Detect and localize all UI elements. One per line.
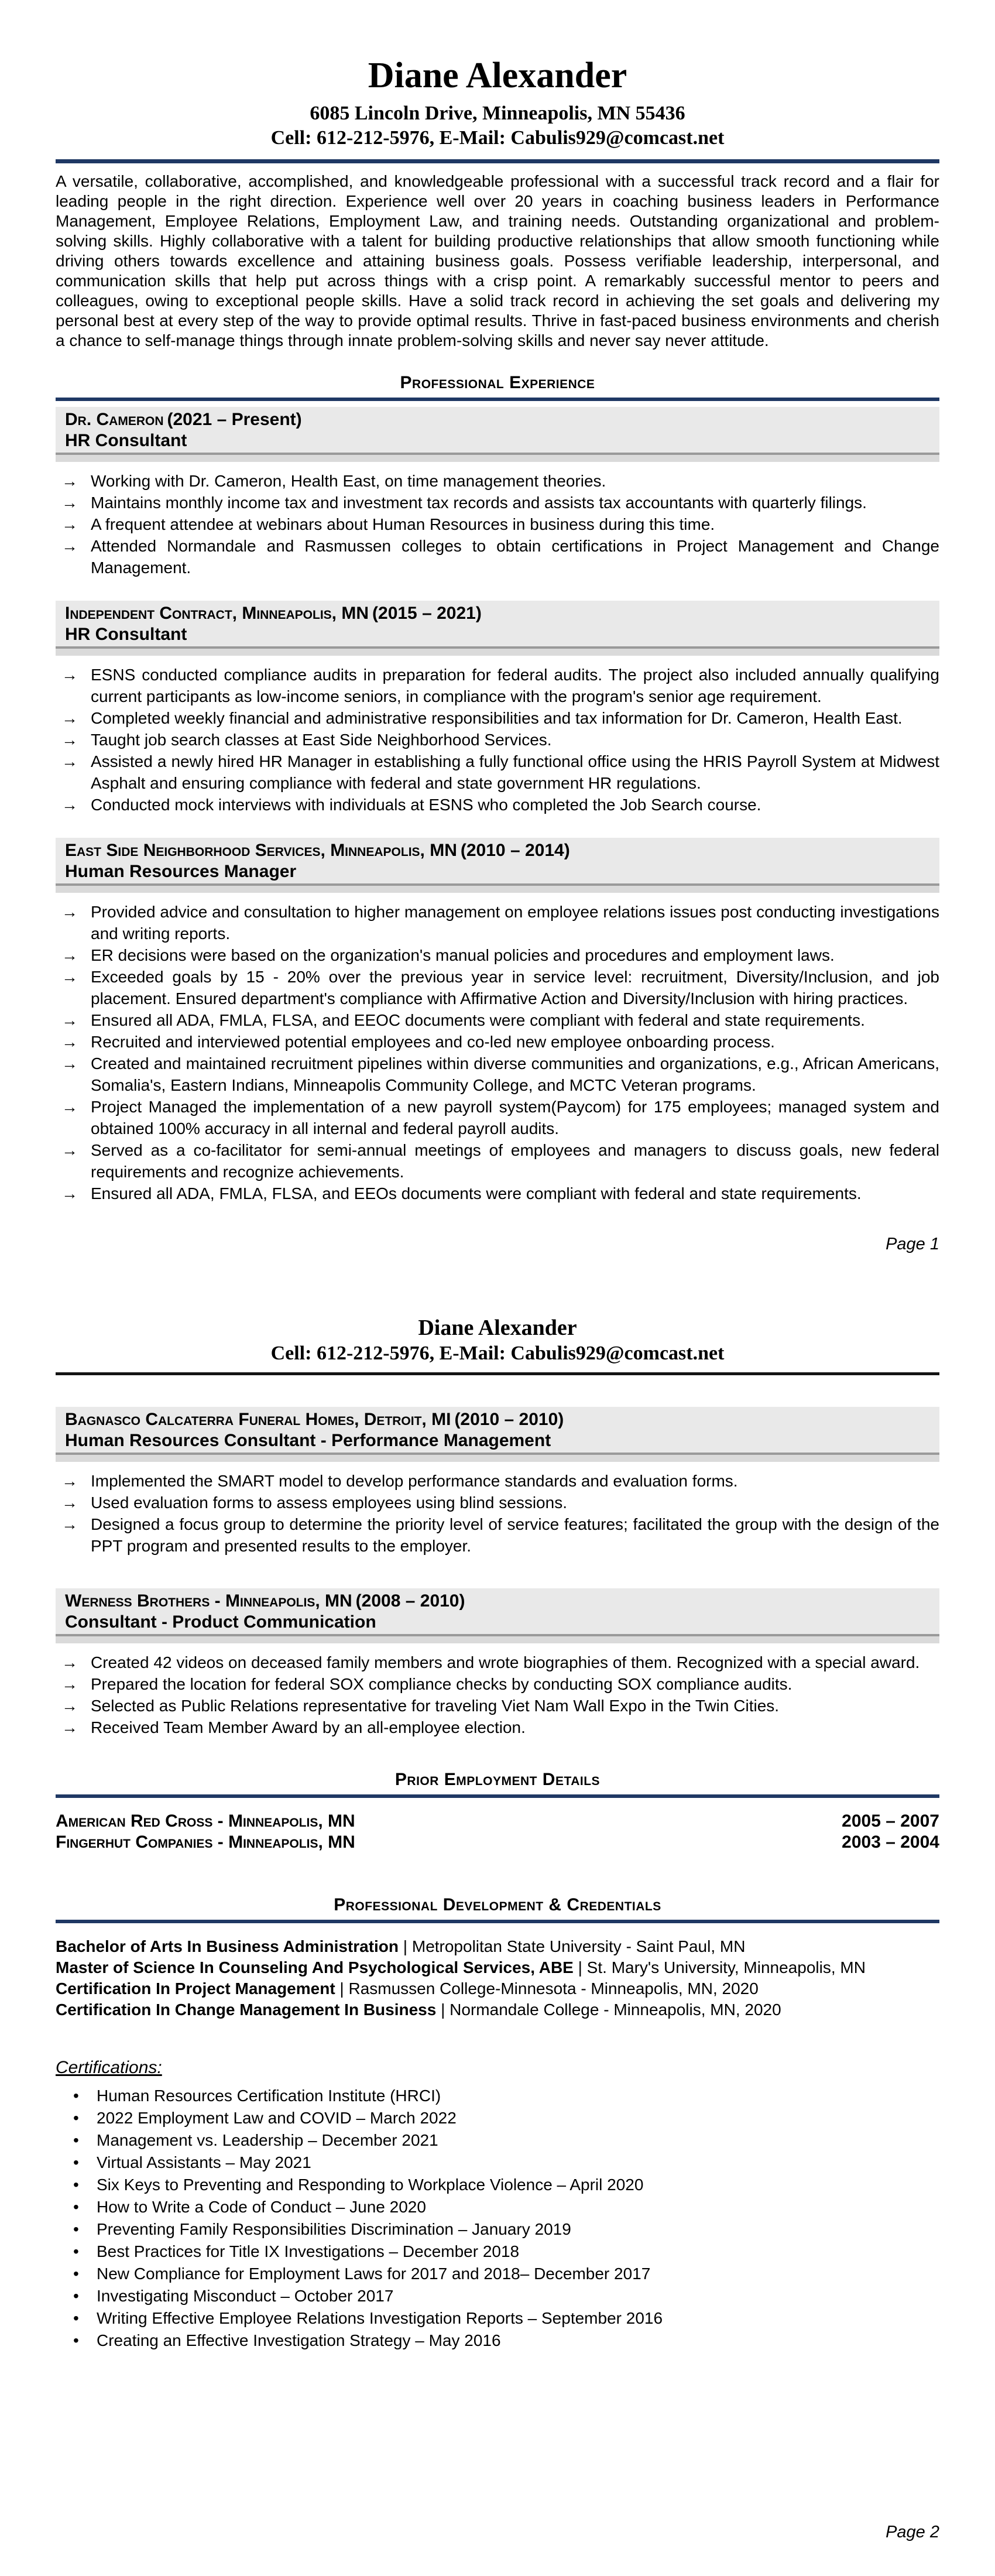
dot-bullet-icon: • [73, 2242, 79, 2260]
bullet-text: Conducted mock interviews with individuals at ESNS who completed the Job Search course. [91, 796, 761, 814]
dot-bullet-icon: • [73, 2087, 79, 2105]
bullet-item [56, 1096, 939, 1139]
job-company: Bagnasco Calcaterra Funeral Homes, Detroit, MI [65, 1410, 451, 1429]
job-bullets [56, 1470, 939, 1557]
job-bullets [56, 901, 939, 1204]
degree-name: Certification In Project Management [56, 1979, 335, 1998]
dot-bullet-icon: • [73, 2153, 79, 2171]
bullet-item [56, 1031, 939, 1053]
bullet-text: A frequent attendee at webinars about Human Resources in business during this time. [91, 515, 715, 533]
prior-employment-rows [56, 1811, 939, 1853]
certification-text: Six Keys to Preventing and Responding to Workplace Violence – April 2020 [97, 2176, 644, 2194]
job-company: Independent Contract, Minneapolis, MN [65, 604, 369, 623]
degree-institution: | Normandale College - Minneapolis, MN, 2020 [436, 2000, 781, 2019]
arrow-bullet-icon: → [61, 1141, 78, 1159]
certification-item [56, 2152, 939, 2174]
section-heading-prior-employment: Prior Employment Details [394, 1770, 601, 1789]
bullet-item [56, 1717, 939, 1738]
certification-item [56, 2174, 939, 2196]
arrow-bullet-icon: → [61, 1472, 78, 1490]
dot-bullet-icon: • [73, 2265, 79, 2283]
bullet-text: Exceeded goals by 15 - 20% over the previous year in service level: recruitment, Diversity/Inclusion, and job placement. Ensured department's compliance with Affirmative Action and Diversity/Inclusion with hiring practices. [91, 968, 939, 1008]
dot-bullet-icon: • [73, 2287, 79, 2305]
job-section [56, 1407, 939, 1557]
certification-text: Creating an Effective Investigation Strategy – May 2016 [97, 2331, 501, 2349]
job-header [56, 1407, 939, 1455]
certification-item [56, 2218, 939, 2241]
arrow-bullet-icon: → [61, 1515, 78, 1533]
bullet-item [56, 901, 939, 944]
arrow-bullet-icon: → [61, 1098, 78, 1116]
arrow-bullet-icon: → [61, 515, 78, 533]
job-company-line [65, 841, 930, 860]
page1-name: Diane Alexander [368, 56, 627, 95]
arrow-bullet-icon: → [61, 946, 78, 964]
job-title: Human Resources Consultant - Performance Management [65, 1431, 551, 1450]
degree-institution: | St. Mary's University, Minneapolis, MN [573, 1958, 866, 1976]
bullet-text: Received Team Member Award by an all-employee election. [91, 1718, 526, 1736]
job-header-shadow [56, 886, 939, 893]
bullet-text: Recruited and interviewed potential employees and co-led new employee onboarding process. [91, 1033, 775, 1051]
job-title: HR Consultant [65, 431, 187, 450]
job-company-line [65, 410, 930, 429]
certification-text: Writing Effective Employee Relations Investigation Reports – September 2016 [97, 2309, 663, 2327]
certification-text: Preventing Family Responsibilities Discrimination – January 2019 [97, 2220, 571, 2238]
bullet-item [56, 707, 939, 729]
job-company: Dr. Cameron [65, 410, 164, 429]
page2-contact: Cell: 612-212-5976, E-Mail: Cabulis929@comcast.net [270, 1342, 725, 1364]
certification-item [56, 2241, 939, 2263]
bullet-text: Selected as Public Relations representative for traveling Viet Nam Wall Expo in the Twin Cities. [91, 1697, 780, 1715]
bullet-item [56, 751, 939, 794]
job-bullets [56, 1652, 939, 1738]
bullet-item [56, 535, 939, 578]
bullet-item [56, 1652, 939, 1673]
bullet-item [56, 1695, 939, 1717]
bullet-text: Working with Dr. Cameron, Health East, on time management theories. [91, 472, 606, 490]
bullet-item [56, 1009, 939, 1031]
arrow-bullet-icon: → [61, 1033, 78, 1051]
degrees-list [56, 1936, 939, 2020]
job-dates: (2015 – 2021) [372, 604, 482, 623]
page2-content [56, 1288, 939, 2352]
bullet-item [56, 1470, 939, 1492]
bullet-item [56, 966, 939, 1009]
job-company-line [65, 604, 930, 623]
dot-bullet-icon: • [73, 2309, 79, 2327]
arrow-bullet-icon: → [61, 494, 78, 512]
professional-development-section [56, 1895, 939, 2020]
prior-employment-rule [56, 1794, 939, 1798]
bullet-text: Attended Normandale and Rasmussen colleges to obtain certifications in Project Management and Change Management. [91, 537, 939, 577]
page2-number-label: Page 2 [886, 2523, 939, 2541]
certification-text: Best Practices for Title IX Investigations – December 2018 [97, 2242, 520, 2260]
degree-entry [56, 1978, 939, 1999]
certifications-list [56, 2085, 939, 2352]
certification-item [56, 2330, 939, 2352]
arrow-bullet-icon: → [61, 666, 78, 684]
bullet-item [56, 1492, 939, 1513]
degree-entry [56, 1936, 939, 1957]
bullet-text: Maintains monthly income tax and investment tax records and assists tax accountants with quarterly filings. [91, 494, 867, 512]
bullet-item [56, 470, 939, 492]
degree-institution: | Metropolitan State University - Saint Paul, MN [399, 1937, 746, 1955]
bullet-item [56, 944, 939, 966]
certification-item [56, 2107, 939, 2129]
certification-item [56, 2285, 939, 2307]
degree-entry [56, 1999, 939, 2020]
job-company: Werness Brothers - Minneapolis, MN [65, 1591, 352, 1611]
arrow-bullet-icon: → [61, 903, 78, 921]
job-bullets [56, 664, 939, 816]
page1-jobs-container [56, 407, 939, 1204]
job-section [56, 1588, 939, 1738]
certification-text: Investigating Misconduct – October 2017 [97, 2287, 394, 2305]
job-dates: (2008 – 2010) [355, 1591, 465, 1611]
arrow-bullet-icon: → [61, 472, 78, 490]
prior-dates: 2003 – 2004 [842, 1832, 939, 1852]
bullet-item [56, 1183, 939, 1204]
certification-item [56, 2196, 939, 2218]
certifications-label: Certifications: [56, 2058, 162, 2077]
arrow-bullet-icon: → [61, 1697, 78, 1715]
dot-bullet-icon: • [73, 2109, 79, 2127]
bullet-item [56, 492, 939, 513]
bullet-text: Completed weekly financial and administrative responsibilities and tax information for Dr. Cameron, Health East. [91, 709, 903, 727]
dot-bullet-icon: • [73, 2331, 79, 2349]
degree-name: Certification In Change Management In Business [56, 2000, 437, 2019]
summary-paragraph: A versatile, collaborative, accomplished, and knowledgeable professional with a successful track record and a flair for leading people in the right direction. Experience well over 20 years in coaching business leaders in Performance Management, Employee Relations, Employment Law, and training needs. Outstanding organizational and problem-solving skills. Highly collaborative with a talent for building productive relationships that allow smooth functioning while driving others towards excellence and attaining business goals. Possess verifiable leadership, interpersonal, and communication skills that help put across things with a crisp point. A remarkably successful mentor to peers and colleagues, owing to exceptional people skills. Have a solid track record in achieving the set goals and delivering my personal best at every step of the way to provide optimal results. Thrive in fast-paced business environments and cherish a chance to self-manage things through innate problem-solving skills and never say never attitude. [56, 172, 939, 350]
bullet-item [56, 664, 939, 707]
dot-bullet-icon: • [73, 2176, 79, 2194]
job-header [56, 601, 939, 649]
bullet-item [56, 1513, 939, 1557]
job-section [56, 601, 939, 816]
degree-entry [56, 1957, 939, 1978]
dot-bullet-icon: • [73, 2220, 79, 2238]
certification-text: Virtual Assistants – May 2021 [97, 2153, 311, 2171]
degree-name: Bachelor of Arts In Business Administration [56, 1937, 399, 1955]
prior-employment-section [56, 1770, 939, 1853]
bullet-item [56, 1139, 939, 1183]
resume-page-2 [0, 1288, 995, 2576]
arrow-bullet-icon: → [61, 1054, 78, 1073]
job-section [56, 407, 939, 578]
arrow-bullet-icon: → [61, 537, 78, 555]
job-title: HR Consultant [65, 625, 187, 644]
prior-employment-row [56, 1811, 939, 1832]
bullet-text: Implemented the SMART model to develop performance standards and evaluation forms. [91, 1472, 738, 1490]
job-dates: (2010 – 2014) [460, 841, 570, 860]
page1-header-rule [56, 159, 939, 163]
arrow-bullet-icon: → [61, 1675, 78, 1693]
certification-text: Management vs. Leadership – December 2021 [97, 2131, 438, 2149]
page2-name: Diane Alexander [418, 1316, 577, 1340]
bullet-text: Created 42 videos on deceased family members and wrote biographies of them. Recognized with a special award. [91, 1653, 920, 1671]
arrow-bullet-icon: → [61, 752, 78, 770]
certification-item [56, 2263, 939, 2285]
job-dates: (2021 – Present) [167, 410, 302, 429]
certification-item [56, 2085, 939, 2107]
certification-item [56, 2307, 939, 2330]
page1-number-label: Page 1 [886, 1235, 939, 1253]
professional-development-rule [56, 1920, 939, 1923]
bullet-text: Created and maintained recruitment pipelines within diverse communities and organizations, e.g., African Americans, Somalia's, Eastern Indians, Minneapolis Community College, and MCTC Veteran programs. [91, 1054, 939, 1094]
job-title: Consultant - Product Communication [65, 1612, 376, 1632]
degree-institution: | Rasmussen College-Minnesota - Minneapolis, MN, 2020 [335, 1979, 759, 1998]
certification-item [56, 2129, 939, 2152]
job-header [56, 1588, 939, 1636]
bullet-item [56, 1053, 939, 1096]
prior-company: American Red Cross - Minneapolis, MN [56, 1811, 355, 1831]
job-header [56, 407, 939, 455]
bullet-text: Ensured all ADA, FMLA, FLSA, and EEOC documents were compliant with federal and state requirements. [91, 1011, 865, 1029]
bullet-text: Served as a co-facilitator for semi-annual meetings of employees and managers to discuss goals, new federal requirements and recognize achievements. [91, 1141, 939, 1181]
job-header-shadow [56, 1455, 939, 1462]
bullet-text: Ensured all ADA, FMLA, FLSA, and EEOs documents were compliant with federal and state requirements. [91, 1184, 862, 1203]
arrow-bullet-icon: → [61, 796, 78, 814]
job-header-shadow [56, 649, 939, 656]
bullet-text: ER decisions were based on the organization's manual policies and procedures and employment laws. [91, 946, 835, 964]
arrow-bullet-icon: → [61, 1184, 78, 1203]
job-header-shadow [56, 1636, 939, 1643]
page2-header-rule [56, 1372, 939, 1375]
certification-text: How to Write a Code of Conduct – June 2020 [97, 2198, 426, 2216]
bullet-item [56, 1673, 939, 1695]
prior-dates: 2005 – 2007 [842, 1811, 939, 1831]
arrow-bullet-icon: → [61, 1653, 78, 1671]
dot-bullet-icon: • [73, 2131, 79, 2149]
arrow-bullet-icon: → [61, 968, 78, 986]
bullet-text: Assisted a newly hired HR Manager in establishing a fully functional office using the HRIS Payroll System at Midwest Asphalt and ensuring compliance with federal and state government HR regulations. [91, 752, 939, 792]
arrow-bullet-icon: → [61, 731, 78, 749]
job-company: East Side Neighborhood Services, Minneapolis, MN [65, 841, 457, 860]
prior-company: Fingerhut Companies - Minneapolis, MN [56, 1832, 355, 1852]
prior-employment-row [56, 1832, 939, 1853]
certification-text: Human Resources Certification Institute (HRCI) [97, 2087, 441, 2105]
job-header [56, 838, 939, 886]
certification-text: New Compliance for Employment Laws for 2017 and 2018– December 2017 [97, 2265, 651, 2283]
bullet-text: Provided advice and consultation to higher management on employee relations issues post conducting investigations and writing reports. [91, 903, 939, 943]
bullet-text: Project Managed the implementation of a new payroll system(Paycom) for 175 employees; managed system and obtained 100% accuracy in all internal and federal payroll audits. [91, 1098, 939, 1138]
bullet-item [56, 794, 939, 816]
job-section [56, 838, 939, 1204]
bullet-text: Prepared the location for federal SOX compliance checks by conducting SOX compliance audits. [91, 1675, 792, 1693]
bullet-text: Used evaluation forms to assess employees using blind sessions. [91, 1493, 567, 1512]
section-heading-professional-development: Professional Development & Credentials [334, 1895, 661, 1914]
bullet-text: Taught job search classes at East Side Neighborhood Services. [91, 731, 552, 749]
dot-bullet-icon: • [73, 2198, 79, 2216]
job-company-line [65, 1410, 930, 1429]
arrow-bullet-icon: → [61, 709, 78, 727]
arrow-bullet-icon: → [61, 1011, 78, 1029]
job-bullets [56, 470, 939, 578]
professional-experience-rule [56, 398, 939, 401]
bullet-text: ESNS conducted compliance audits in preparation for federal audits. The project also included annually qualifying current participants as low-income seniors, in compliance with the program's senior age requirement. [91, 666, 939, 705]
job-header-shadow [56, 455, 939, 462]
bullet-item [56, 729, 939, 751]
arrow-bullet-icon: → [61, 1718, 78, 1736]
job-dates: (2010 – 2010) [454, 1410, 564, 1429]
page1-content [56, 0, 939, 1204]
bullet-text: Designed a focus group to determine the priority level of service features; facilitated the group with the design of the PPT program and presented results to the employer. [91, 1515, 939, 1555]
certification-text: 2022 Employment Law and COVID – March 2022 [97, 2109, 457, 2127]
degree-name: Master of Science In Counseling And Psychological Services, ABE [56, 1958, 574, 1976]
bullet-item [56, 513, 939, 535]
arrow-bullet-icon: → [61, 1493, 78, 1512]
page2-jobs-container [56, 1407, 939, 1738]
page1-contact: Cell: 612-212-5976, E-Mail: Cabulis929@comcast.net [270, 127, 725, 149]
job-company-line [65, 1592, 930, 1611]
page1-address: 6085 Lincoln Drive, Minneapolis, MN 55436 [310, 102, 685, 124]
job-title: Human Resources Manager [65, 862, 297, 881]
section-heading-professional-experience: Professional Experience [400, 373, 595, 392]
